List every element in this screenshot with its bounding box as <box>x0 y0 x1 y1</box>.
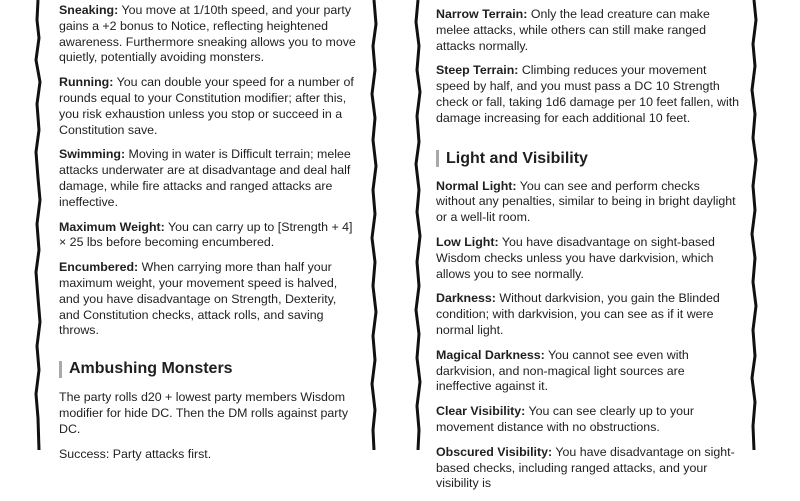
rule-entry-obscured-visibility <box>436 445 740 492</box>
rule-text: You can double your speed for a number of rounds equal to your Constitution modifier; after this, you risk exhaustion unless you stop or succeed in a Constitution save. <box>59 75 354 137</box>
rule-text: When carrying more than half your maximum weight, your movement speed is halved, and you have disadvantage on Strength, Dexterity, and Constitution checks, attack rolls, and saving throws. <box>59 260 338 338</box>
rule-entry-narrow-terrain <box>436 7 740 54</box>
rule-entry-clear-visibility <box>436 404 740 436</box>
rule-text: You have disadvantage on sight-based checks, including ranged attacks, and your visibility is <box>436 444 735 491</box>
section-heading-text: Light and Visibility <box>446 149 588 167</box>
rule-text: Only the lead creature can make melee attacks, while others can still make ranged attacks normally. <box>436 7 710 53</box>
section-heading-ambushing-monsters <box>59 360 359 378</box>
paragraph-ambush-success: Success: Party attacks first. <box>59 446 212 461</box>
rule-text: You can carry up to [Strength + 4] × 25 lbs before becoming encumbered. <box>59 219 353 250</box>
rule-text: You can see and perform checks without any penalties, similar to being in bright daylight or a well-lit room. <box>436 178 736 225</box>
right-column <box>436 7 740 501</box>
right-page-right-edge <box>748 0 760 450</box>
rule-term: Darkness: <box>436 291 496 306</box>
rule-term: Low Light: <box>436 234 499 249</box>
left-column <box>59 3 359 471</box>
rule-term: Narrow Terrain: <box>436 7 528 21</box>
rule-term: Magical Darkness: <box>436 347 545 362</box>
rule-entry-darkness <box>436 291 740 338</box>
right-page-left-edge <box>412 0 424 450</box>
left-page-left-edge <box>32 0 44 450</box>
rule-term: Obscured Visibility: <box>436 444 553 459</box>
rule-entry-low-light <box>436 235 740 282</box>
left-page-right-edge <box>368 0 380 450</box>
rule-entry-encumbered <box>59 260 359 339</box>
rule-entry-normal-light <box>436 179 740 226</box>
rule-term: Sneaking: <box>59 3 119 17</box>
rule-text: Moving in water is Difficult terrain; melee attacks underwater are at disadvantage and deal half damage, while fire attacks and ranged attacks are ineffective. <box>59 147 351 209</box>
heading-accent-bar <box>59 361 62 378</box>
rule-text: You can see clearly up to your movement distance with no obstructions. <box>436 404 695 434</box>
rule-term: Clear Visibility: <box>436 404 526 419</box>
heading-accent-bar <box>436 150 439 167</box>
rule-entry-maximum-weight <box>59 220 359 252</box>
rule-term: Normal Light: <box>436 178 517 193</box>
paragraph-ambush-roll: The party rolls d20 + lowest party members Wisdom modifier for hide DC. Then the DM rolls against party DC. <box>59 390 349 436</box>
rule-text: You move at 1/10th speed, and your party gains a +2 bonus to Notice, reflecting heightened awareness. Furthermore sneaking allows you to move quietly, potentially avoiding monsters. <box>59 3 356 65</box>
section-heading-text: Ambushing Monsters <box>69 360 233 378</box>
rule-entry-sneaking <box>59 3 359 66</box>
rule-text: You have disadvantage on sight-based Wisdom checks unless you have darkvision, which allows you to see normally. <box>436 234 715 281</box>
rule-entry-steep-terrain <box>436 63 740 126</box>
rule-text: Climbing reduces your movement speed by half, and you must pass a DC 10 Strength check or fall, taking 1d6 damage per 10 feet fallen, with damage increasing for each additional 10 feet. <box>436 63 740 125</box>
rule-text: Without darkvision, you gain the Blinded condition; with darkvision, you can see as if it were normal light. <box>436 291 720 337</box>
rule-term: Running: <box>59 75 114 90</box>
rule-text: You cannot see even with darkvision, and non-magical light sources are ineffective against it. <box>436 347 689 394</box>
rule-entry-swimming <box>59 147 359 210</box>
rule-entry-running <box>59 75 359 138</box>
section-heading-light-and-visibility <box>436 150 740 168</box>
rule-term: Steep Terrain: <box>436 63 519 78</box>
rule-term: Encumbered: <box>59 260 139 275</box>
rule-term: Swimming: <box>59 147 126 162</box>
rule-entry-magical-darkness <box>436 348 740 395</box>
rule-term: Maximum Weight: <box>59 219 165 234</box>
